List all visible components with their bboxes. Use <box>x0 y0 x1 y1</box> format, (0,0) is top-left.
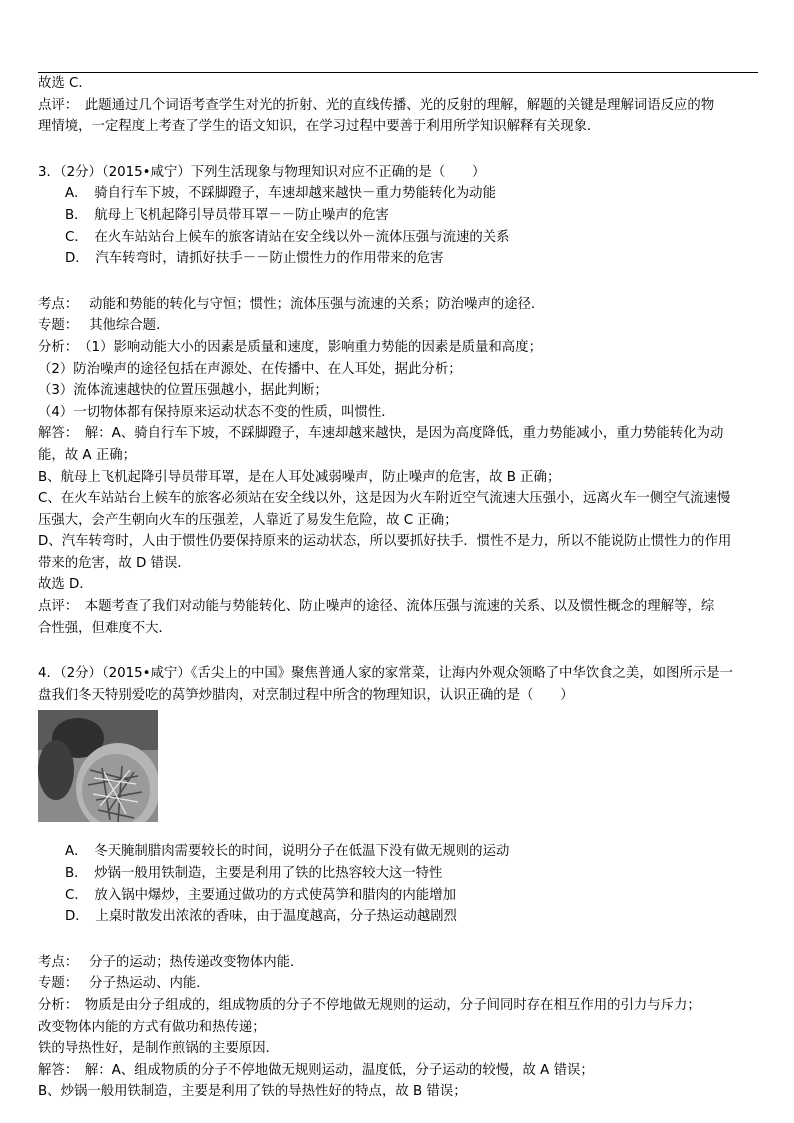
q3-fenxi-line: （2）防治噪声的途径包括在声源处、在传播中、在人耳处，据此分析； <box>38 361 462 377</box>
q4-option-d: D． 上桌时散发出浓浓的香味，由于温度越高，分子热运动越剧烈 <box>65 909 457 925</box>
q3-fenxi-line: （3）流体流速越快的位置压强越小，据此判断； <box>38 383 328 399</box>
prev-comment-line: 点评： 此题通过几个词语考查学生对光的折射、光的直线传播、光的反射的理解，解题的关键是理解词语反应的物 <box>38 97 715 113</box>
q4-stem-line: 4．（2分）（2015•咸宁）《舌尖上的中国》聚焦普通人家的家常菜，让海内外观众领略了中华饮食之美，如图所示是一 <box>38 666 734 682</box>
q3-stem: 3．（2分）（2015•咸宁）下列生活现象与物理知识对应不正确的是（ ） <box>38 164 486 180</box>
q4-kaodian: 考点： 分子的运动；热传递改变物体内能． <box>38 954 304 970</box>
q4-fenxi-line: 分析： 物质是由分子组成的，组成物质的分子不停地做无规则的运动，分子间同时存在相互作用的引力与斥力； <box>38 998 701 1013</box>
q3-jieda-line: 带来的危害，故 D 错误． <box>38 555 191 571</box>
prev-answer: 故选 C． <box>38 76 92 91</box>
q3-jieda-line: 解答： 解：A、骑自行车下坡，不踩脚蹬子，车速却越来越快，是因为高度降低，重力势能减小，重力势能转化为动 <box>38 426 724 442</box>
q3-fenxi-line: （4）一切物体都有保持原来运动状态不变的性质，叫惯性． <box>38 404 395 420</box>
q3-zhuanti: 专题： 其他综合题． <box>38 318 170 334</box>
q4-jieda-line: B、炒锅一般用铁制造，主要是利用了铁的导热性好的特点，故 B 错误； <box>38 1084 467 1100</box>
q3-option-c: C． 在火车站站台上候车的旅客请站在安全线以外－流体压强与流速的关系 <box>65 229 510 245</box>
q3-jieda-line: C、在火车站站台上候车的旅客必须站在安全线以外，这是因为火车附近空气流速大压强小，远离火车一侧空气流速慢 <box>38 491 731 507</box>
q4-option-b: B． 炒锅一般用铁制造，主要是利用了铁的比热容较大这一特性 <box>65 866 443 882</box>
q3-jieda-line: B、航母上飞机起降引导员带耳罩，是在人耳处减弱噪声，防止噪声的危害，故 B 正确； <box>38 469 561 485</box>
dish-photo-image <box>38 710 158 837</box>
q3-jieda-line: D、汽车转弯时，人由于惯性仍要保持原来的运动状态，所以要抓好扶手．惯性不是力，所以不能说防止惯性力的作用 <box>38 534 732 550</box>
q4-zhuanti: 专题： 分子热运动、内能． <box>38 976 210 992</box>
q4-fenxi-line: 铁的导热性好，是制作煎锅的主要原因． <box>38 1041 280 1057</box>
prev-comment-line: 理情境，一定程度上考查了学生的语文知识，在学习过程中要善于利用所学知识解释有关现象． <box>38 119 601 135</box>
dish-photo <box>38 710 158 837</box>
q4-stem-line: 盘我们冬天特别爱吃的莴笋炒腊肉，对烹制过程中所含的物理知识，认识正确的是（ ） <box>38 687 574 703</box>
q4-jieda-line: 解答： 解：A、组成物质的分子不停地做无规则运动，温度低，分子运动的较慢，故 A 错误； <box>38 1062 594 1078</box>
q3-answer: 故选 D． <box>38 577 93 593</box>
q4-fenxi-line: 改变物体内能的方式有做功和热传递； <box>38 1019 266 1035</box>
q3-option-d: D． 汽车转弯时，请抓好扶手－－防止惯性力的作用带来的危害 <box>65 251 444 267</box>
q4-option-c: C． 放入锅中爆炒，主要通过做功的方式使莴笋和腊肉的内能增加 <box>65 887 456 903</box>
q3-dianping-line: 合性强，但难度不大． <box>38 620 172 636</box>
q3-option-b: B． 航母上飞机起降引导员带耳罩－－防止噪声的危害 <box>65 207 389 223</box>
q3-option-a: A． 骑自行车下坡，不踩脚蹬子，车速却越来越快－重力势能转化为动能 <box>65 186 496 202</box>
q3-jieda-line: 能，故 A 正确； <box>38 447 137 463</box>
q3-dianping-line: 点评： 本题考查了我们对动能与势能转化、防止噪声的途径、流体压强与流速的关系、以及惯性概念的理解等，综 <box>38 599 715 615</box>
q3-jieda-line: 压强大，会产生朝向火车的压强差，人靠近了易发生危险，故 C 正确； <box>38 512 458 528</box>
q3-fenxi-line: 分析： （1）影响动能大小的因素是质量和速度，影响重力势能的因素是质量和高度； <box>38 339 542 355</box>
q3-kaodian: 考点： 动能和势能的转化与守恒；惯性；流体压强与流速的关系；防治噪声的途径． <box>38 296 545 312</box>
q4-option-a: A． 冬天腌制腊肉需要较长的时间，说明分子在低温下没有做无规则的运动 <box>65 844 510 860</box>
document-page <box>38 73 758 1103</box>
